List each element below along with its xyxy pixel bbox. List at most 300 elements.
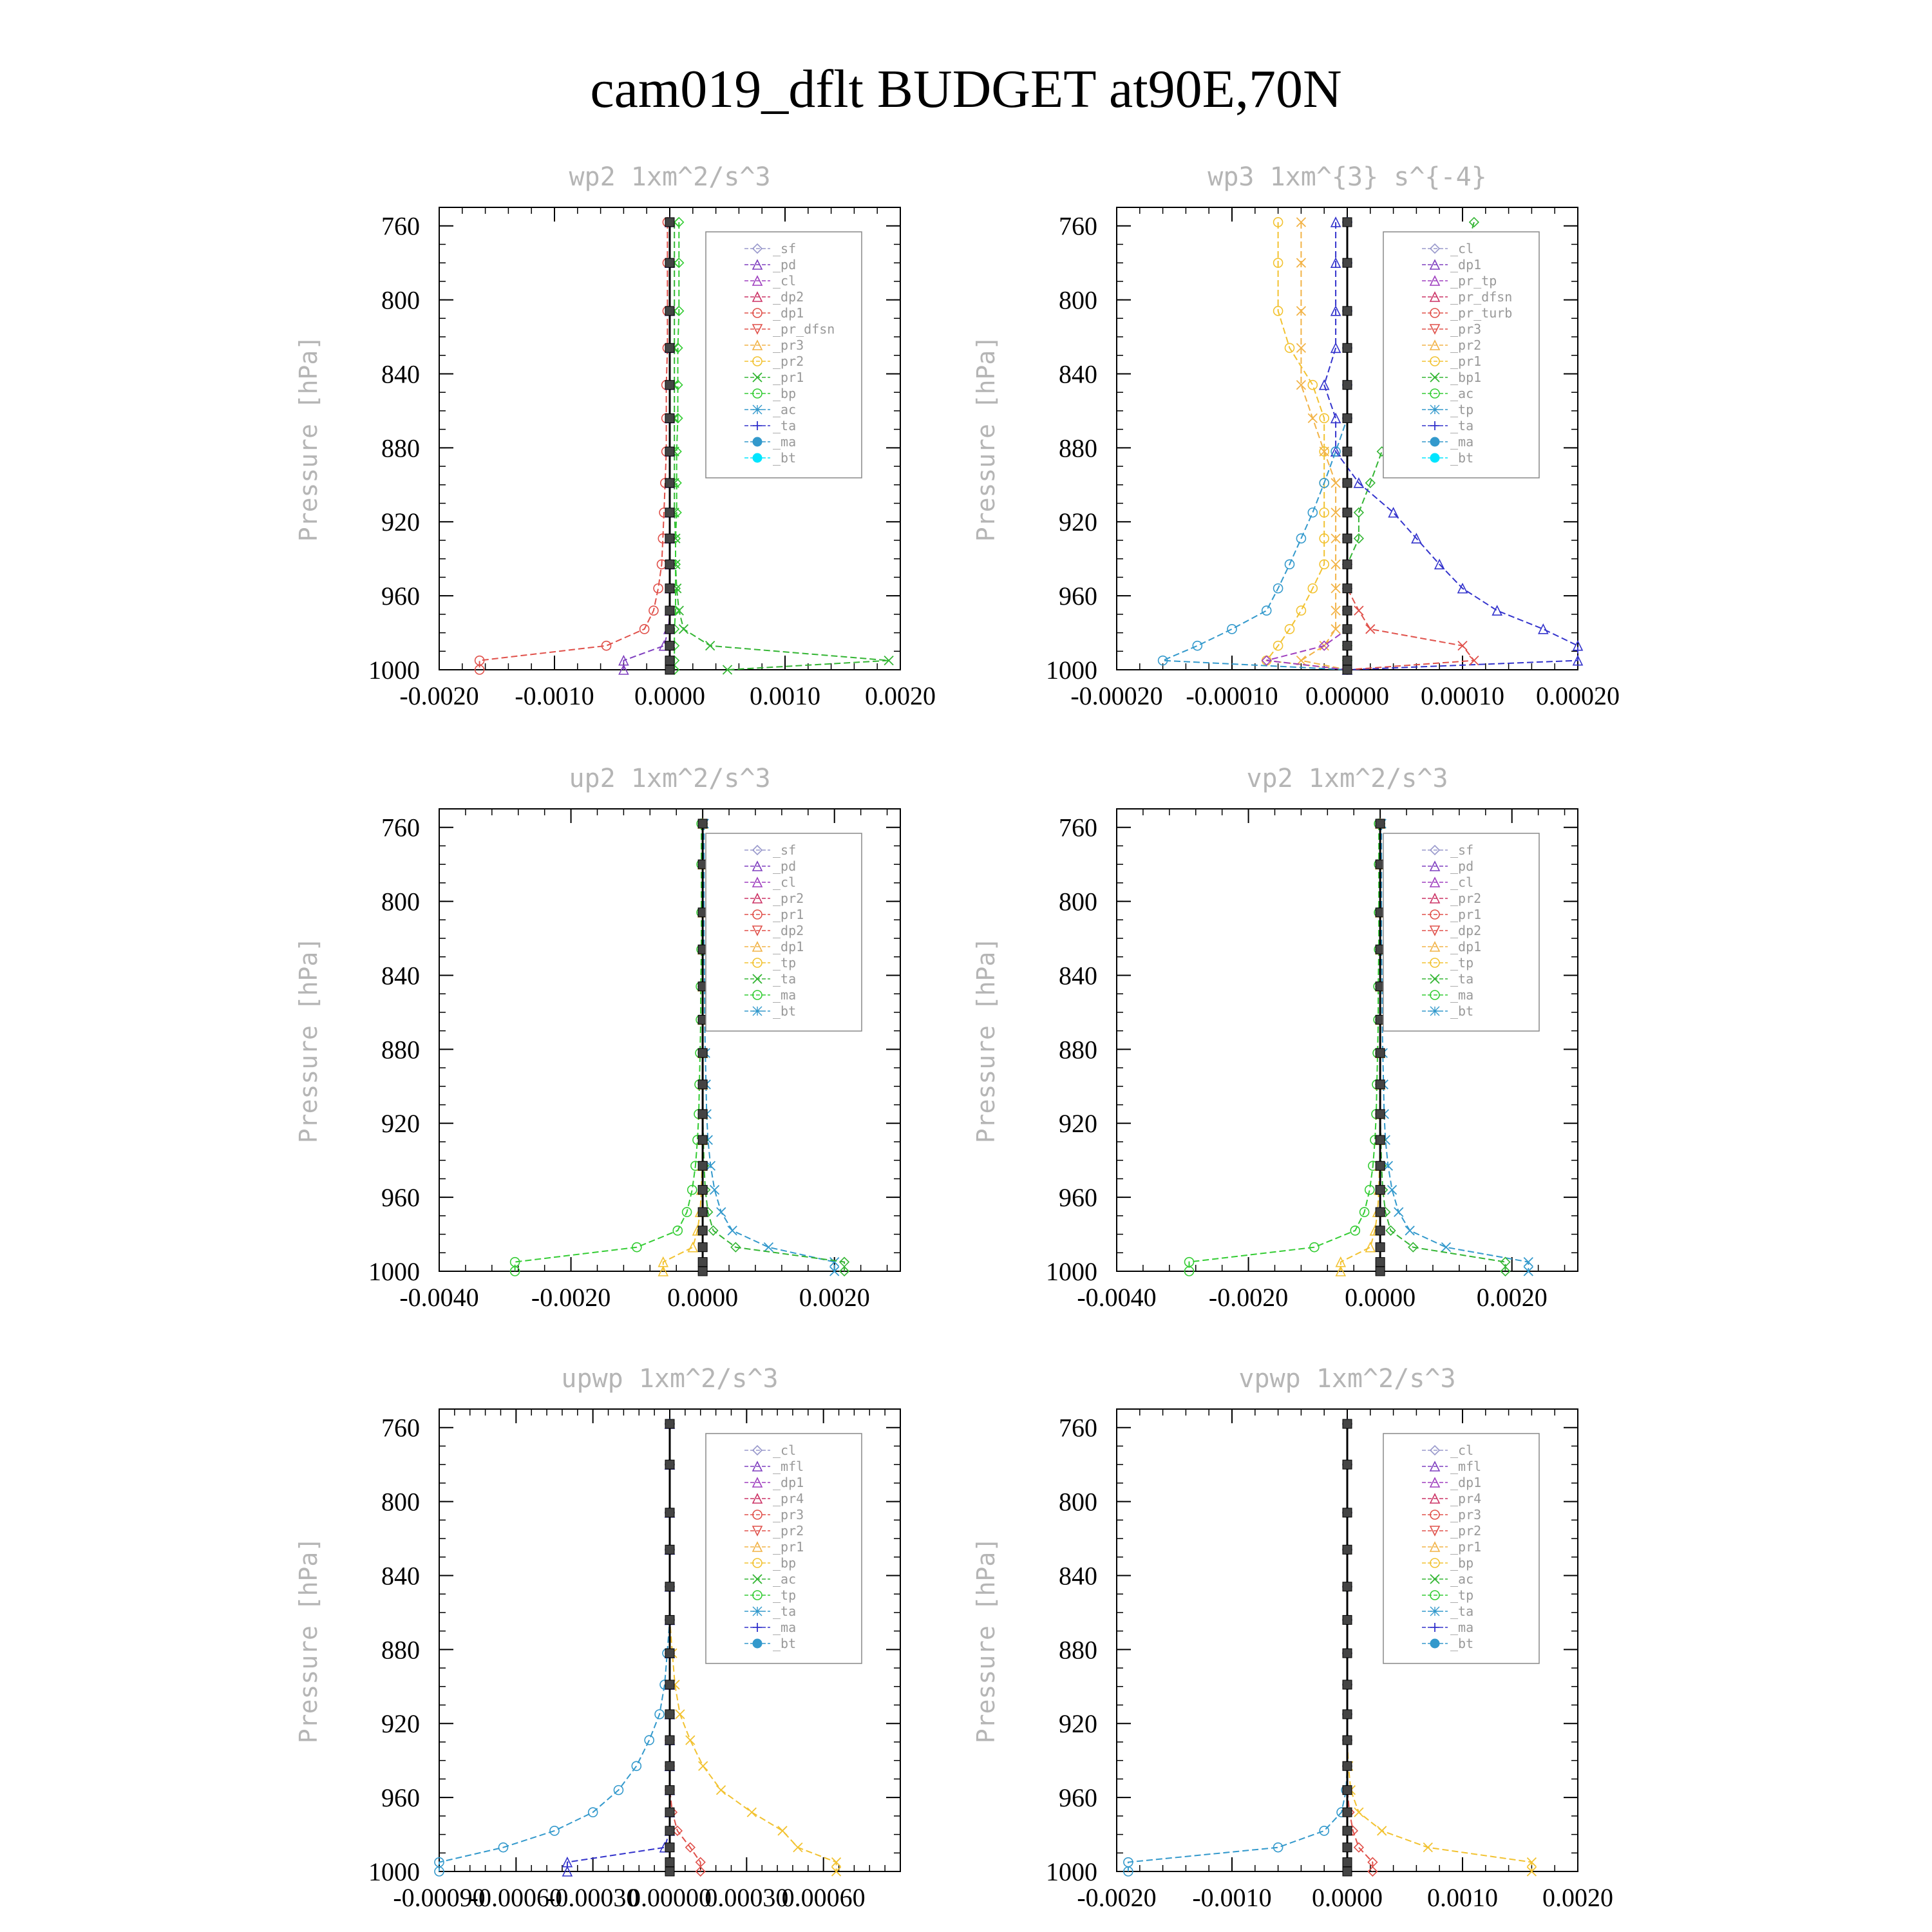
panel-5-legend-label: _bt	[773, 1636, 797, 1651]
panel-6-data-point	[1423, 1843, 1432, 1852]
panel-5-x-tick-label: -0.00060	[469, 1883, 562, 1912]
panel-5-data-point	[665, 1736, 674, 1745]
panel-2-data-point	[1470, 218, 1479, 227]
panel-5-data-point	[632, 1761, 641, 1770]
panel-2-data-point	[1193, 641, 1202, 650]
panel-1-legend-marker	[753, 437, 762, 446]
panel-1-legend-label: _bt	[773, 450, 797, 466]
panel-6-y-tick-label: 800	[1059, 1487, 1097, 1517]
panel-2-legend-label: _ta	[1450, 418, 1474, 433]
panel-1-y-axis-label: Pressure [hPa]	[294, 335, 323, 542]
panel-5-y-tick-label: 880	[381, 1635, 420, 1665]
panel-3-y-tick-label: 760	[381, 813, 420, 842]
panel-3-data-point	[698, 1110, 707, 1119]
panel-5-x-tick-label: -0.00090	[393, 1883, 486, 1912]
panel-3-y-axis-label: Pressure [hPa]	[294, 936, 323, 1144]
panel-5-series-line-tp	[439, 1424, 670, 1871]
panel-5-x-tick-label: -0.00030	[547, 1883, 639, 1912]
panel-5-data-point	[665, 1843, 674, 1852]
panel-3-legend-label: _dp1	[773, 939, 804, 954]
panel-5-legend-marker	[753, 1639, 762, 1648]
panel-1-data-point	[665, 508, 674, 517]
panel-3-y-tick-label: 960	[381, 1183, 420, 1213]
panel-3-data-point	[698, 1258, 707, 1267]
panel-4-data-point	[1376, 1048, 1385, 1057]
panel-2-data-point	[1539, 625, 1548, 634]
panel-3-legend-label: _sf	[773, 842, 797, 858]
panel-2-data-point	[1343, 534, 1352, 543]
panel-1-data-point	[665, 381, 674, 390]
panel-2-data-point	[1227, 625, 1236, 634]
panel-2-series-line-tp	[1163, 222, 1347, 670]
panel-6-legend-label: _bp	[1450, 1555, 1474, 1571]
panel-4-data-point	[1376, 1258, 1385, 1267]
panel-5-data-point	[665, 1761, 674, 1770]
panel-1-legend-label: _pr1	[773, 370, 804, 385]
panel-1-data-point	[665, 641, 674, 650]
panel-1-legend-label: _dp2	[773, 289, 804, 305]
panel-6-data-point	[1378, 1826, 1387, 1835]
panel-6-data-point	[1343, 1858, 1352, 1867]
panel-5-data-point	[665, 1710, 674, 1719]
panel-6-data-point	[1343, 1680, 1352, 1689]
panel-3-y-tick-label: 800	[381, 887, 420, 916]
panel-1-data-point	[665, 307, 674, 316]
panel-4-series-line-pr2	[1341, 824, 1380, 1271]
panel-3-legend-label: _pd	[773, 858, 797, 874]
panel-1-legend-label: _pr2	[773, 354, 804, 369]
panel-5-y-tick-label: 800	[381, 1487, 420, 1517]
panel-2-data-point	[1343, 218, 1352, 227]
panel-6-x-tick-label: 0.0010	[1427, 1883, 1498, 1912]
panel-2-y-tick-label: 920	[1059, 507, 1097, 537]
panel-2-data-point	[1308, 413, 1317, 422]
panel-2-data-point	[1296, 606, 1305, 615]
panel-2-legend-marker	[1430, 453, 1439, 462]
panel-6-data-point	[1343, 1582, 1352, 1591]
panel-6-legend-label: _pr2	[1450, 1523, 1482, 1539]
panel-6-y-tick-label: 760	[1059, 1413, 1097, 1443]
panel-3-x-tick-label: -0.0040	[399, 1283, 479, 1312]
panel-2-data-point	[1343, 560, 1352, 569]
panel-5-data-point	[665, 1545, 674, 1554]
panel-4-y-tick-label: 800	[1059, 887, 1097, 916]
panel-2-legend-label: _cl	[1450, 241, 1474, 256]
panel-6-data-point	[1343, 1808, 1352, 1817]
panel-4-legend-label: _dp1	[1450, 939, 1482, 954]
panel-3-x-tick-label: -0.0020	[531, 1283, 611, 1312]
panel-4-y-tick-label: 880	[1059, 1035, 1097, 1065]
panel-5-legend-label: _tp	[773, 1587, 797, 1603]
panel-5-legend-label: _cl	[773, 1443, 797, 1458]
panel-2-data-point	[1262, 606, 1271, 615]
panel-3-data-point	[688, 1243, 697, 1252]
panel-6-legend-label: _pr1	[1450, 1539, 1482, 1555]
panel-6-x-tick-label: 0.0020	[1542, 1883, 1613, 1912]
panel-2-data-point	[1343, 656, 1352, 665]
panel-3-data-point	[698, 1267, 707, 1276]
panel-2-legend-label: _ma	[1450, 434, 1474, 450]
panel-2-data-point	[1470, 656, 1479, 665]
panel-1-data-point	[665, 656, 674, 665]
panel-2-legend-label: _bt	[1450, 450, 1474, 466]
panel-1-series-line-sf	[623, 222, 670, 670]
panel-6-data-point	[1343, 1736, 1352, 1745]
panel-6-data-point	[1343, 1508, 1352, 1517]
panel-3-data-point	[698, 1048, 707, 1057]
panel-2-legend-label: _pr_dfsn	[1450, 289, 1513, 305]
panel-5-data-point	[665, 1508, 674, 1517]
panel-2-data-point	[1308, 508, 1317, 517]
panel-4-legend-label: _pd	[1450, 858, 1474, 874]
panel-4-data-point	[1376, 1243, 1385, 1252]
panel-4-x-tick-label: -0.0040	[1077, 1283, 1157, 1312]
panel-1-y-tick-label: 800	[381, 285, 420, 315]
panel-6-data-point	[1343, 1545, 1352, 1554]
panel-2-legend-label: _pr1	[1450, 354, 1482, 369]
panel-5-x-tick-label: 0.00030	[705, 1883, 789, 1912]
panel-3-y-tick-label: 920	[381, 1109, 420, 1139]
panel-3-legend-label: _ma	[773, 987, 797, 1003]
panel-3-series-line-dp1	[515, 824, 702, 1271]
panel-1-legend-marker	[753, 453, 762, 462]
panel-2-legend-label: _pr_tp	[1450, 273, 1497, 289]
panel-2-data-point	[1354, 606, 1363, 615]
panel-5-legend-label: _ta	[773, 1604, 797, 1619]
panel-1-x-tick-label: 0.0020	[865, 681, 936, 710]
panel-2-y-tick-label: 880	[1059, 433, 1097, 463]
panel-1-x-tick-label: -0.0010	[515, 681, 594, 710]
panel-1-x-tick-label: -0.0020	[399, 681, 479, 710]
panel-2-data-point	[1343, 413, 1352, 422]
panel-2-data-point	[1343, 478, 1352, 488]
panel-1-legend-label: _cl	[773, 273, 797, 289]
panel-5-legend-label: _mfl	[773, 1459, 804, 1474]
panel-4-title: vp2 1xm^2/s^3	[1246, 764, 1448, 793]
panel-1-legend-label: _pr3	[773, 337, 804, 353]
panel-6-legend-label: _ac	[1450, 1571, 1474, 1587]
panel-4-y-tick-label: 840	[1059, 961, 1097, 990]
panel-4-data-point	[1405, 1226, 1414, 1235]
panel-2-y-tick-label: 840	[1059, 359, 1097, 389]
panel-5-data-point	[699, 1761, 708, 1770]
panel-5-y-tick-label: 760	[381, 1413, 420, 1443]
panel-2-legend-label: _dp1	[1450, 257, 1482, 272]
panel-4-legend-label: _pr1	[1450, 907, 1482, 922]
panel-4-y-tick-label: 760	[1059, 813, 1097, 842]
panel-5-data-point	[832, 1858, 841, 1867]
panel-6-legend-label: _ma	[1450, 1620, 1474, 1635]
panel-4-legend-label: _cl	[1450, 875, 1474, 890]
panel-6-data-point	[1343, 1867, 1352, 1876]
panel-5-data-point	[665, 1808, 674, 1817]
panel-4-data-point	[1376, 1208, 1385, 1217]
panel-1-legend-label: _dp1	[773, 305, 804, 321]
panel-5-series-line-ta	[567, 1424, 670, 1871]
panel-2-data-point	[1493, 606, 1502, 615]
panel-3-data-point	[698, 1243, 707, 1252]
panel-6-data-point	[1343, 1710, 1352, 1719]
panel-4-data-point	[1376, 1110, 1385, 1119]
panel-5-data-point	[665, 1858, 674, 1867]
panel-2-x-tick-label: 0.00000	[1305, 681, 1389, 710]
panel-2-data-point	[1331, 478, 1340, 488]
panel-6-legend-label: _dp1	[1450, 1475, 1482, 1490]
panel-4-legend-label: _ta	[1450, 971, 1474, 987]
panel-1-y-tick-label: 840	[381, 359, 420, 389]
figure-title: cam019_dflt BUDGET at90E,70N	[590, 59, 1342, 119]
panel-2-y-axis-label: Pressure [hPa]	[972, 335, 1000, 542]
panel-1-y-tick-label: 1000	[368, 656, 420, 685]
panel-6-data-point	[1343, 1843, 1352, 1852]
panel-3-title: up2 1xm^2/s^3	[569, 764, 771, 793]
panel-1-data-point	[665, 478, 674, 488]
panel-2-data-point	[1308, 381, 1317, 390]
panel-4-x-tick-label: 0.0020	[1476, 1283, 1548, 1312]
panel-5-data-point	[665, 1615, 674, 1624]
panel-2-legend-label: _pr2	[1450, 337, 1482, 353]
panel-2-x-tick-label: -0.00010	[1186, 681, 1278, 710]
panel-5-legend-label: _dp1	[773, 1475, 804, 1490]
panel-2-y-tick-label: 800	[1059, 285, 1097, 315]
panel-6-y-tick-label: 840	[1059, 1561, 1097, 1591]
panel-6-data-point	[1354, 1808, 1363, 1817]
panel-2-legend-label: _pr_turb	[1450, 305, 1513, 321]
panel-5-data-point	[665, 1867, 674, 1876]
panel-1-title: wp2 1xm^2/s^3	[569, 162, 771, 192]
panel-3-data-point	[698, 1208, 707, 1217]
panel-3-legend-label: _dp2	[773, 923, 804, 938]
panel-2-data-point	[1343, 258, 1352, 267]
panel-4-series-line-dp1	[1189, 824, 1379, 1271]
panel-5-y-tick-label: 920	[381, 1709, 420, 1739]
panel-5-data-point	[778, 1826, 787, 1835]
panel-5-legend-label: _pr4	[773, 1491, 804, 1506]
panel-1-data-point	[665, 447, 674, 456]
panel-1-data-point	[665, 218, 674, 227]
panel-5-data-point	[665, 1419, 674, 1428]
panel-4-data-point	[1376, 1267, 1385, 1276]
panel-3-y-tick-label: 840	[381, 961, 420, 990]
panel-5-data-point	[686, 1736, 695, 1745]
panel-3-data-point	[728, 1226, 737, 1235]
panel-6-legend-label: _tp	[1450, 1587, 1474, 1603]
panel-3-data-point	[717, 1208, 726, 1217]
panel-3-legend-label: _pr2	[773, 891, 804, 906]
panel-5-series-line-pr4	[670, 1424, 701, 1871]
panel-4-y-tick-label: 960	[1059, 1183, 1097, 1213]
panel-1-legend-label: _sf	[773, 241, 797, 256]
panel-6-data-point	[1343, 1460, 1352, 1469]
panel-3-y-tick-label: 1000	[368, 1257, 420, 1286]
panel-5-data-point	[665, 1680, 674, 1689]
panel-5-y-tick-label: 960	[381, 1783, 420, 1813]
panel-3-legend-label: _tp	[773, 955, 797, 971]
panel-3-legend-label: _pr1	[773, 907, 804, 922]
panel-6-legend-label: _bt	[1450, 1636, 1474, 1651]
panel-3-legend-label: _cl	[773, 875, 797, 890]
panel-3-data-point	[698, 1080, 707, 1089]
panel-4-data-point	[1376, 1226, 1385, 1235]
panel-6-legend-label: _ta	[1450, 1604, 1474, 1619]
panel-2-y-tick-label: 760	[1059, 211, 1097, 241]
panel-2-data-point	[1343, 665, 1352, 674]
panel-4-data-point	[1394, 1208, 1403, 1217]
panel-3-data-point	[764, 1243, 773, 1252]
panel-1-series-line-dp1	[480, 222, 668, 670]
panel-1-data-point	[665, 625, 674, 634]
panel-1-legend-label: _ac	[773, 402, 797, 417]
panel-4-legend-label: _pr2	[1450, 891, 1482, 906]
panel-5-legend-label: _pr1	[773, 1539, 804, 1555]
panel-5-data-point	[747, 1808, 756, 1817]
panel-5-legend-label: _ma	[773, 1620, 797, 1635]
panel-5-data-point	[665, 1826, 674, 1835]
panel-1-data-point	[679, 625, 688, 634]
panel-6-data-point	[1343, 1826, 1352, 1835]
panel-4-y-tick-label: 920	[1059, 1109, 1097, 1139]
panel-1-y-tick-label: 880	[381, 433, 420, 463]
panel-1-x-tick-label: 0.0010	[750, 681, 820, 710]
panel-4-legend-marker	[1430, 1007, 1439, 1016]
panel-2-x-tick-label: -0.00020	[1070, 681, 1163, 710]
panel-4-data-point	[1376, 1161, 1385, 1170]
panel-2-data-point	[1343, 625, 1352, 634]
panel-6-y-tick-label: 960	[1059, 1783, 1097, 1813]
panel-5-data-point	[665, 1460, 674, 1469]
panel-2-data-point	[1343, 307, 1352, 316]
panel-5-legend-label: _pr3	[773, 1507, 804, 1522]
panel-6-data-point	[1343, 1786, 1352, 1795]
panel-1-data-point	[665, 258, 674, 267]
panel-6-y-axis-label: Pressure [hPa]	[972, 1537, 1000, 1744]
panel-4-data-point	[1366, 1243, 1375, 1252]
panel-4-legend-label: _dp2	[1450, 923, 1482, 938]
panel-1-legend-label: _ma	[773, 434, 797, 450]
panel-5-legend-marker	[753, 1607, 762, 1616]
panel-5-x-tick-label: 0.00060	[781, 1883, 866, 1912]
panel-6-title: vpwp 1xm^2/s^3	[1238, 1364, 1456, 1394]
panel-2-data-point	[1343, 584, 1352, 593]
panel-5-y-axis-label: Pressure [hPa]	[294, 1537, 323, 1744]
panel-6-series-line-tp	[1128, 1424, 1347, 1871]
panel-1-legend-label: _pr_dfsn	[773, 321, 835, 337]
panel-3-series-line-pr2	[663, 824, 703, 1271]
panel-6-data-point	[1343, 1649, 1352, 1658]
panel-6-data-point	[1320, 1826, 1329, 1835]
panel-5-data-point	[717, 1786, 726, 1795]
panel-2-data-point	[1343, 606, 1352, 615]
panel-1-data-point	[706, 641, 715, 650]
panel-1-y-tick-label: 760	[381, 211, 420, 241]
panel-6-x-tick-label: 0.0000	[1312, 1883, 1383, 1912]
panel-2-title: wp3 1xm^{3} s^{-4}	[1208, 162, 1487, 192]
panel-6-legend-label: _pr3	[1450, 1507, 1482, 1522]
panel-6-y-tick-label: 920	[1059, 1709, 1097, 1739]
panel-1-y-tick-label: 960	[381, 582, 420, 611]
panel-5-y-tick-label: 840	[381, 1561, 420, 1591]
panel-2-data-point	[1343, 343, 1352, 352]
panel-6-x-tick-label: -0.0020	[1077, 1883, 1157, 1912]
panel-5-data-point	[676, 1710, 685, 1719]
panel-4-y-axis-label: Pressure [hPa]	[972, 936, 1000, 1144]
panel-4-legend-label: _sf	[1450, 842, 1474, 858]
panel-2-x-tick-label: 0.00020	[1536, 681, 1620, 710]
panel-1-data-point	[665, 413, 674, 422]
panel-4-legend-label: _tp	[1450, 955, 1474, 971]
panel-4-x-tick-label: 0.0000	[1345, 1283, 1416, 1312]
panel-2-legend-marker	[1430, 405, 1439, 414]
panel-2-data-point	[1343, 641, 1352, 650]
panel-3-legend-label: _bt	[773, 1003, 797, 1019]
panel-1-data-point	[665, 534, 674, 543]
panel-3-data-point	[698, 1135, 707, 1144]
panel-3-data-point	[698, 1226, 707, 1235]
panel-3-y-tick-label: 880	[381, 1035, 420, 1065]
panel-6-x-tick-label: -0.0010	[1192, 1883, 1272, 1912]
panel-6-series-line-pr4	[1347, 1424, 1372, 1871]
panel-1-data-point	[665, 584, 674, 593]
panel-2-legend-label: _bp1	[1450, 370, 1482, 385]
panel-3-legend-marker	[753, 1007, 762, 1016]
panel-2-legend-marker	[1430, 437, 1439, 446]
panel-4-legend-label: _ma	[1450, 987, 1474, 1003]
panel-4-x-tick-label: -0.0020	[1208, 1283, 1289, 1312]
panel-5-legend-label: _ac	[773, 1571, 797, 1587]
panel-2-legend-label: _ac	[1450, 386, 1474, 401]
panel-5-y-tick-label: 1000	[368, 1857, 420, 1886]
panel-4-data-point	[1376, 1080, 1385, 1089]
panel-1-legend-label: _pd	[773, 257, 797, 272]
panel-6-y-tick-label: 1000	[1046, 1857, 1097, 1886]
panel-3-x-tick-label: 0.0000	[667, 1283, 739, 1312]
panel-5-x-tick-label: 0.00000	[628, 1883, 712, 1912]
panel-5-legend-label: _bp	[773, 1555, 797, 1571]
panel-1-legend-marker	[753, 405, 762, 414]
panel-1-data-point	[665, 343, 674, 352]
panel-6-legend-label: _pr4	[1450, 1491, 1482, 1506]
panel-6-legend-label: _cl	[1450, 1443, 1474, 1458]
panel-6-legend-marker	[1430, 1607, 1439, 1616]
panel-1-data-point	[665, 560, 674, 569]
panel-2-legend-label: _tp	[1450, 402, 1474, 417]
panel-1-legend-label: _ta	[773, 418, 797, 433]
panel-5-data-point	[665, 1649, 674, 1658]
panel-2-data-point	[1343, 508, 1352, 517]
panel-6-legend-marker	[1430, 1639, 1439, 1648]
panel-1-x-tick-label: 0.0000	[634, 681, 705, 710]
panel-3-legend-label: _ta	[773, 971, 797, 987]
panel-2-y-tick-label: 1000	[1046, 656, 1097, 685]
panel-3-data-point	[698, 1186, 707, 1195]
panel-4-data-point	[1376, 1186, 1385, 1195]
panel-4-data-point	[1376, 819, 1385, 828]
panel-3-x-tick-label: 0.0020	[799, 1283, 870, 1312]
panel-2-data-point	[1343, 447, 1352, 456]
panel-6-data-point	[1343, 1761, 1352, 1770]
panel-5-data-point	[793, 1843, 802, 1852]
panel-1-y-tick-label: 920	[381, 507, 420, 537]
panel-2-x-tick-label: 0.00010	[1421, 681, 1504, 710]
panel-1-data-point	[665, 665, 674, 674]
panel-5-data-point	[665, 1786, 674, 1795]
panel-6-y-tick-label: 880	[1059, 1635, 1097, 1665]
panel-3-data-point	[698, 1161, 707, 1170]
panel-5-title: upwp 1xm^2/s^3	[561, 1364, 779, 1394]
panel-5-data-point	[665, 1582, 674, 1591]
panel-2-legend-label: _pr3	[1450, 321, 1482, 337]
panel-4-legend-label: _bt	[1450, 1003, 1474, 1019]
